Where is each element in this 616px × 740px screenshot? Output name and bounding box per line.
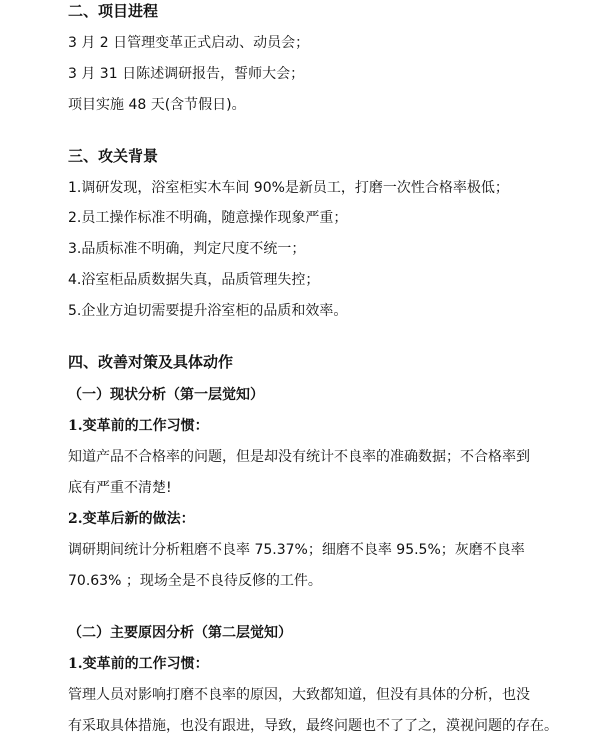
section-2-title: 二、项目进程 [68, 2, 159, 20]
section-2-item-1: 3 月 2 日管理变革正式启动、动员会； [68, 35, 310, 51]
part-1-before-text-line-1: 知道产品不合格率的问题，但是却没有统计不良率的准确数据；不合格率到 [68, 449, 530, 465]
part-1-after-text-line-2: 70.63% ；现场全是不良待反修的工件。 [68, 573, 322, 589]
section-3-item-2: 2.员工操作标准不明确，随意操作现象严重； [68, 210, 348, 226]
section-4-part-1-title: （一）现状分析（第一层觉知） [68, 387, 264, 403]
section-3-item-3: 3.品质标准不明确，判定尺度不统一； [68, 241, 306, 257]
part-1-after-heading: 2.变革后新的做法： [68, 511, 195, 527]
section-3-title: 三、攻关背景 [68, 147, 159, 165]
part-2-before-text-line-1: 管理人员对影响打磨不良率的原因，大致都知道，但没有具体的分析，也没 [68, 687, 530, 703]
section-3-item-4: 4.浴室柜品质数据失真，品质管理失控； [68, 272, 320, 288]
section-2-item-2: 3 月 31 日陈述调研报告，誓师大会； [68, 66, 305, 82]
part-1-before-heading: 1.变革前的工作习惯： [68, 418, 209, 434]
section-4-title: 四、改善对策及具体动作 [68, 353, 234, 371]
section-2-item-3: 项目实施 48 天(含节假日)。 [68, 97, 246, 113]
section-4-part-2-title: （二）主要原因分析（第二层觉知） [68, 625, 292, 641]
part-1-before-text-line-2: 底有严重不清楚! [68, 480, 172, 496]
section-3-item-5: 5.企业方迫切需要提升浴室柜的品质和效率。 [68, 303, 348, 319]
part-1-after-text-line-1: 调研期间统计分析粗磨不良率 75.37%；细磨不良率 95.5%；灰磨不良率 [68, 542, 525, 558]
section-3-item-1: 1.调研发现，浴室柜实木车间 90%是新员工，打磨一次性合格率极低； [68, 180, 509, 196]
part-2-before-heading: 1.变革前的工作习惯： [68, 656, 209, 672]
part-2-before-text-line-2: 有采取具体措施，也没有跟进，导致，最终问题也不了了之，漠视问题的存在。 [68, 718, 558, 734]
